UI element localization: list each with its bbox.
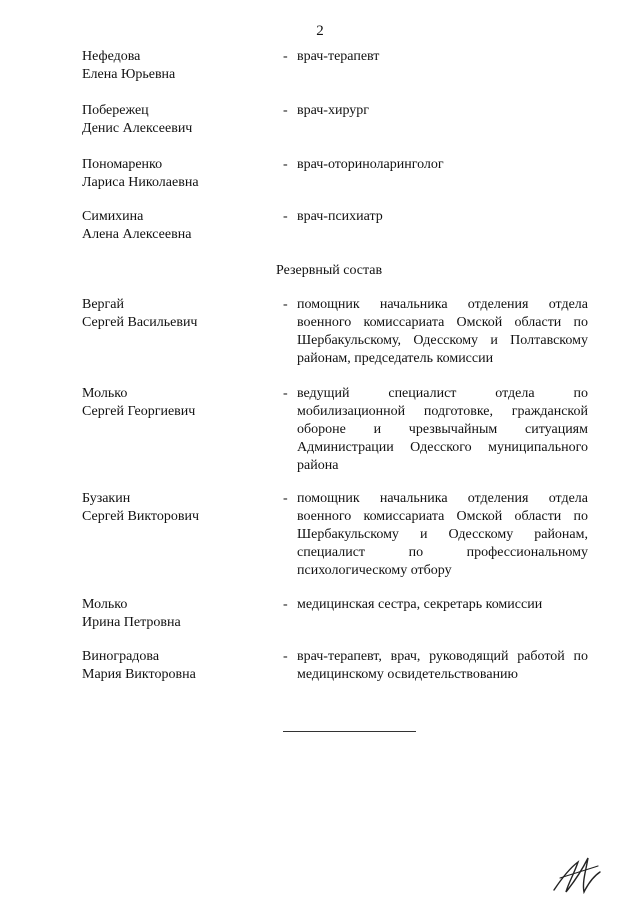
member-given-name: Лариса Николаевна <box>82 175 199 190</box>
member-given-name: Сергей Георгиевич <box>82 404 196 419</box>
member-name <box>82 385 272 421</box>
member-surname: Симихина <box>82 209 144 224</box>
list-dash: - <box>283 491 288 506</box>
member-name <box>82 102 272 138</box>
member-name <box>82 296 272 332</box>
member-given-name: Елена Юрьевна <box>82 67 176 82</box>
member-name <box>82 48 272 84</box>
member-given-name: Денис Алексеевич <box>82 121 193 136</box>
member-name <box>82 596 272 632</box>
member-surname: Молько <box>82 597 128 612</box>
member-surname: Вергай <box>82 297 124 312</box>
member-surname: Виноградова <box>82 649 160 664</box>
member-role: врач-терапевт <box>297 49 380 64</box>
member-surname: Бузакин <box>82 491 131 506</box>
member-name <box>82 208 272 244</box>
member-given-name: Алена Алексеевна <box>82 227 192 242</box>
member-surname: Пономаренко <box>82 157 163 172</box>
list-dash: - <box>283 597 288 612</box>
member-role: врач-оториноларинголог <box>297 157 444 172</box>
member-surname: Побережец <box>82 103 149 118</box>
list-dash: - <box>283 386 288 401</box>
list-dash: - <box>283 649 288 664</box>
section-heading-reserve: Резервный состав <box>276 263 383 278</box>
member-role: врач-терапевт, врач, руководящий работой по медицинскому освидетельствованию <box>297 649 588 682</box>
member-role: врач-хирург <box>297 103 370 118</box>
member-surname: Нефедова <box>82 49 141 64</box>
member-role: помощник начальника отделения отдела военного комиссариата Омской области по Шербакульскому и Одесскому районам, специалист по профессиональному психологическому отбору <box>297 491 588 578</box>
list-dash: - <box>283 209 288 224</box>
member-role: медицинская сестра, секретарь комиссии <box>297 597 543 612</box>
member-name <box>82 490 272 526</box>
member-role: ведущий специалист отдела по мобилизационной подготовке, гражданской обороне и чрезвычайным ситуациям Администрации Одесского муниципального района <box>297 386 588 473</box>
member-role: врач-психиатр <box>297 209 383 224</box>
end-of-list-rule <box>283 731 416 732</box>
handwritten-signature <box>548 848 608 898</box>
member-role: помощник начальника отделения отдела военного комиссариата Омской области по Шербакульскому, Одесскому и Полтавскому районам, председатель комиссии <box>297 297 588 366</box>
member-surname: Молько <box>82 386 128 401</box>
page-number: 2 <box>316 23 324 39</box>
member-given-name: Сергей Васильевич <box>82 315 198 330</box>
list-dash: - <box>283 103 288 118</box>
list-dash: - <box>283 157 288 172</box>
list-dash: - <box>283 49 288 64</box>
list-dash: - <box>283 297 288 312</box>
member-given-name: Сергей Викторович <box>82 509 200 524</box>
member-given-name: Ирина Петровна <box>82 615 181 630</box>
member-given-name: Мария Викторовна <box>82 667 196 682</box>
member-name <box>82 648 272 684</box>
member-name <box>82 156 272 192</box>
